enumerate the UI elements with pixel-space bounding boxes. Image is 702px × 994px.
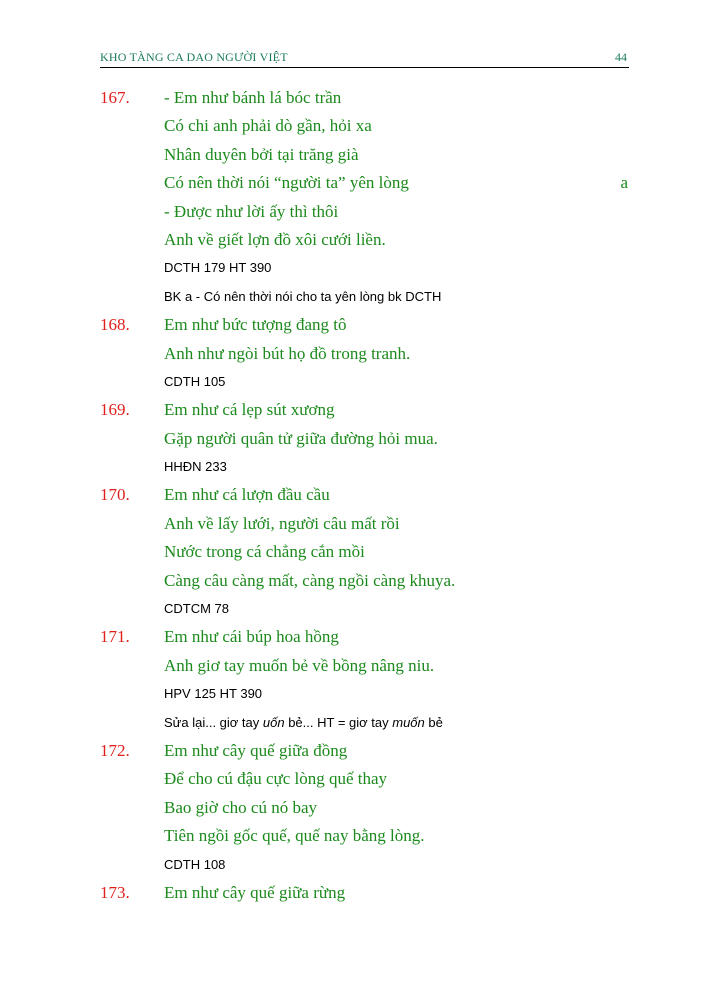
verse-text: Để cho cú đậu cực lòng quế thay: [164, 769, 388, 789]
verse-line: [100, 765, 630, 793]
verse-line: [100, 794, 630, 822]
variant-marker: a: [620, 173, 628, 193]
entry-169: [100, 396, 630, 481]
verse-text: Gặp người quân tử giữa đường hỏi mua.: [164, 428, 438, 448]
verse-text: Anh về giết lợn đồ xôi cưới liền.: [164, 229, 386, 249]
entry-number: 168.: [100, 315, 130, 335]
entry-number: 173.: [100, 882, 130, 902]
edit-note-text: bẻ... HT = giơ tay: [284, 714, 393, 730]
entry-168: [100, 311, 630, 396]
book-title: KHO TÀNG CA DAO NGƯỜI VIỆT: [100, 50, 288, 64]
verse-line: [100, 141, 630, 169]
verse-text: Em như cá lượn đầu cầu: [164, 485, 330, 505]
entry-number: 171.: [100, 627, 130, 647]
verse-text: Em như cây quế giữa rừng: [164, 882, 346, 902]
edit-note-italic: uốn: [262, 714, 285, 730]
variant-note: BK a - Có nên thời nói cho ta yên lòng bk DCTH: [164, 288, 442, 304]
page-header: [100, 50, 629, 68]
entry-172: [100, 737, 630, 879]
verse-text: - Được như lời ấy thì thôi: [164, 201, 339, 221]
edit-note-text: Sửa lại... giơ tay: [164, 714, 263, 730]
verse-text: Em như cá lẹp sút xương: [164, 400, 335, 420]
source-reference: HPV 125 HT 390: [164, 686, 263, 702]
verse-line: [100, 226, 630, 254]
entry-171: [100, 623, 630, 737]
entry-170: [100, 481, 630, 623]
entry-173: [100, 879, 630, 907]
edit-note-text: bẻ: [424, 714, 443, 730]
entry-number: 172.: [100, 740, 130, 760]
verse-line: [100, 112, 630, 140]
verse-line: [100, 396, 630, 424]
verse-text: Nhân duyên bởi tại trăng già: [164, 144, 359, 164]
verse-line: [100, 652, 630, 680]
verse-line: [100, 340, 630, 368]
verse-line: [100, 84, 630, 112]
source-reference: CDTH 108: [164, 856, 226, 872]
source-reference: DCTH 179 HT 390: [164, 260, 272, 276]
verse-line: [100, 311, 630, 339]
verse-text: Càng câu càng mất, càng ngồi càng khuya.: [164, 570, 456, 590]
verse-text: Em như bức tượng đang tô: [164, 315, 347, 335]
verse-text: Có nên thời nói “người ta” yên lòng: [164, 173, 409, 193]
entry-number: 170.: [100, 485, 130, 505]
entry-number: 167.: [100, 88, 130, 107]
page-content: [100, 84, 630, 907]
verse-text: Anh như ngòi bút họ đồ trong tranh.: [164, 343, 411, 363]
verse-line: [100, 879, 630, 907]
source-reference: CDTCM 78: [164, 601, 230, 617]
verse-text: Anh giơ tay muốn bẻ về bồng nâng niu.: [164, 655, 435, 675]
verse-line: [100, 538, 630, 566]
verse-line: [100, 737, 630, 765]
verse-text: Có chi anh phải dò gần, hỏi xa: [164, 116, 372, 136]
verse-text: Em như cây quế giữa đồng: [164, 740, 348, 760]
verse-text: - Em như bánh lá bóc trần: [164, 88, 342, 107]
verse-text: Bao giờ cho cú nó bay: [164, 797, 317, 817]
verse-text: Em như cái búp hoa hồng: [164, 627, 339, 647]
verse-line: [100, 510, 630, 538]
page-number: 44: [615, 50, 627, 64]
verse-line: [100, 481, 630, 509]
verse-line: [100, 425, 630, 453]
entry-number: 169.: [100, 400, 130, 420]
edit-note-italic: muốn: [392, 714, 425, 730]
verse-text: Nước trong cá chẳng cắn mồi: [164, 542, 365, 562]
verse-line: [100, 169, 630, 197]
verse-line: [100, 198, 630, 226]
verse-text: Tiên ngồi gốc quế, quế nay bằng lòng.: [164, 826, 425, 846]
source-reference: HHĐN 233: [164, 459, 227, 475]
verse-line: [100, 567, 630, 595]
verse-text: Anh về lấy lưới, người câu mất rồi: [164, 513, 400, 533]
verse-line: [100, 822, 630, 850]
entry-167: [100, 84, 630, 311]
edit-note: [100, 709, 630, 737]
verse-line: [100, 623, 630, 651]
source-reference: CDTH 105: [164, 373, 226, 389]
